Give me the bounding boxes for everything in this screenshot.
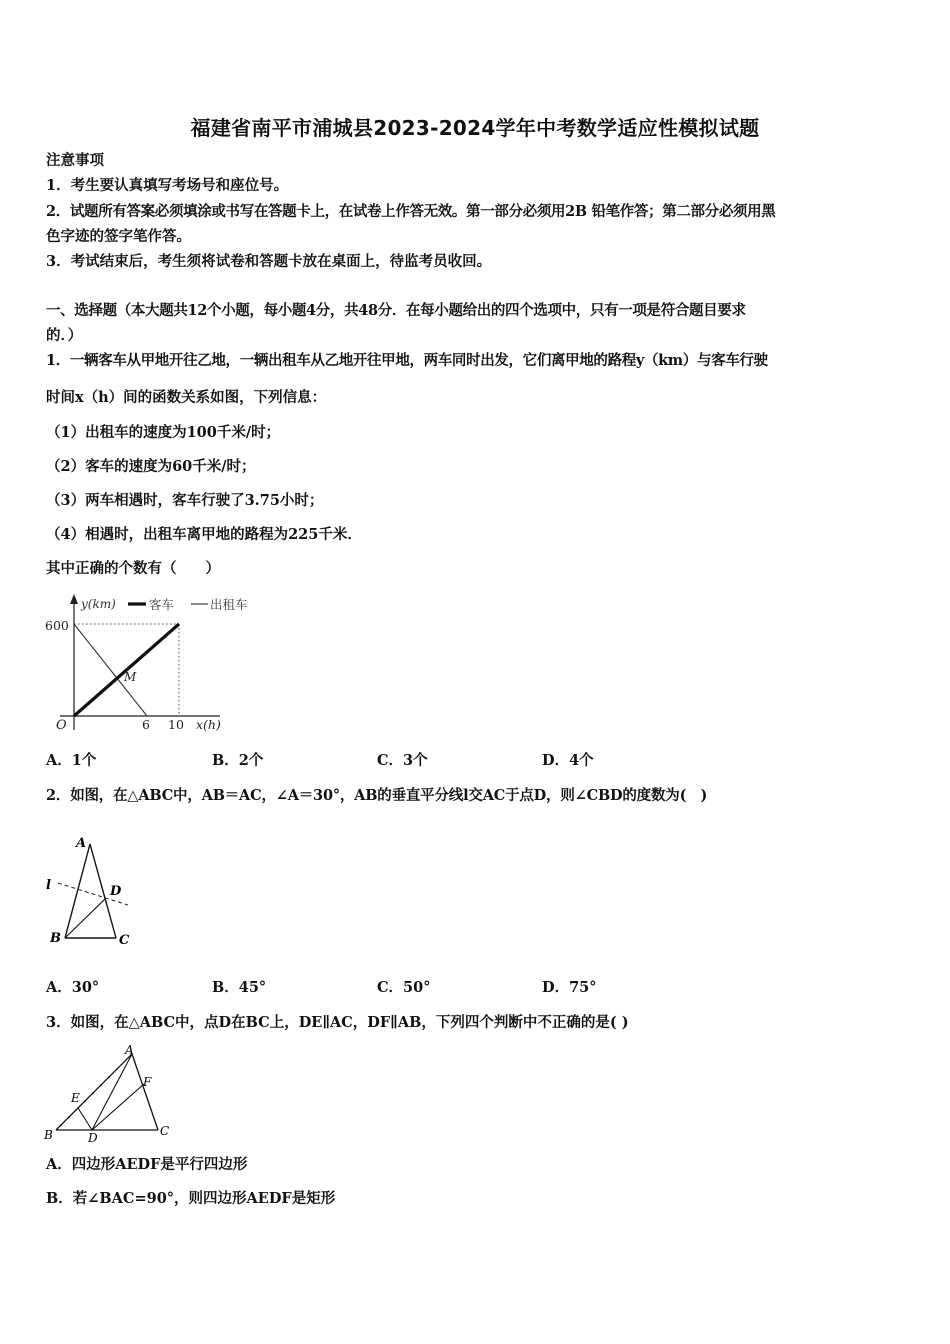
- segment-de: [78, 1108, 92, 1130]
- label-a: A: [76, 836, 87, 851]
- q3-option-b[interactable]: B．若∠BAC=90°，则四边形AEDF是矩形: [46, 1190, 336, 1207]
- origin-label: O: [56, 718, 67, 733]
- q2-stem: 2．如图，在△ABC中，AB＝AC，∠A＝30°，AB的垂直平分线l交AC于点D，则∠CBD的度数为( ): [46, 787, 708, 804]
- side-ab: [56, 1054, 132, 1130]
- q2-option-b[interactable]: B．45°: [212, 979, 267, 996]
- q3-figure: [40, 1042, 180, 1148]
- y-axis-label: y(km): [81, 597, 116, 611]
- label-d: D: [88, 1131, 98, 1145]
- notice-heading: 注意事项: [46, 152, 104, 169]
- x-tick-6: 6: [142, 717, 150, 732]
- label-e: E: [71, 1091, 80, 1105]
- q1-info-1: （1）出租车的速度为100千米/时；: [46, 424, 281, 441]
- q1-option-c[interactable]: C．3个: [377, 752, 428, 769]
- q1-info-2: （2）客车的速度为60千米/时；: [46, 458, 256, 475]
- label-b: B: [50, 931, 61, 946]
- label-d: D: [110, 884, 122, 899]
- side-ab: [65, 844, 90, 938]
- label-c: C: [160, 1124, 170, 1138]
- point-m-label: M: [124, 670, 137, 684]
- q2-option-a[interactable]: A．30°: [46, 979, 100, 996]
- q3-stem: 3．如图，在△ABC中，点D在BC上，DE∥AC，DF∥AB，下列四个判断中不正确的是( ): [46, 1014, 629, 1031]
- segment-df: [92, 1084, 144, 1130]
- label-a: A: [125, 1043, 134, 1057]
- label-l: l: [46, 878, 51, 893]
- y-axis-arrow: [70, 594, 78, 604]
- x-axis-label: x(h): [196, 717, 221, 732]
- section-heading-cont: 的．）: [46, 327, 83, 344]
- notice-item-2: 2．试题所有答案必须填涂或书写在答题卡上，在试卷上作答无效。第一部分必须用2B 铅笔作答；第二部分必须用黑: [46, 203, 776, 220]
- segment-bd: [65, 898, 106, 938]
- q1-info-4: （4）相遇时，出租车离甲地的路程为225千米．: [46, 526, 362, 543]
- notice-item-1: 1．考生要认真填写考场号和座位号。: [46, 177, 289, 194]
- y-tick-600: 600: [45, 618, 69, 633]
- q1-stem-line1: 1．一辆客车从甲地开往乙地，一辆出租车从乙地开往甲地，两车同时出发，它们离甲地的路程y（km）与客车行驶: [46, 352, 768, 369]
- page-title: 福建省南平市浦城县2023-2024学年中考数学适应性模拟试题: [190, 116, 760, 140]
- q1-option-b[interactable]: B．2个: [212, 752, 264, 769]
- q2-option-c[interactable]: C．50°: [377, 979, 431, 996]
- notice-item-2-cont: 色字迹的签字笔作答。: [46, 228, 191, 245]
- side-ac: [132, 1054, 158, 1130]
- label-c: C: [119, 933, 130, 948]
- legend-bus-label: 客车: [149, 597, 175, 612]
- label-f: F: [143, 1075, 152, 1089]
- legend-taxi-label: 出租车: [210, 597, 248, 612]
- label-b: B: [44, 1128, 53, 1142]
- notice-item-3: 3．考试结束后，考生须将试卷和答题卡放在桌面上，待监考员收回。: [46, 253, 492, 270]
- segment-ad: [92, 1054, 132, 1130]
- section-heading: 一、选择题（本大题共12个小题，每小题4分，共48分．在每小题给出的四个选项中，只有一项是符合题目要求: [46, 302, 746, 319]
- q3-option-a[interactable]: A．四边形AEDF是平行四边形: [46, 1156, 248, 1173]
- q2-figure: [42, 832, 142, 950]
- q1-option-a[interactable]: A．1个: [46, 752, 97, 769]
- x-tick-10: 10: [168, 717, 184, 732]
- q2-option-d[interactable]: D．75°: [542, 979, 597, 996]
- q1-info-3: （3）两车相遇时，客车行驶了3.75小时；: [46, 492, 324, 509]
- q1-graph: [40, 588, 280, 736]
- q1-question: 其中正确的个数有（ ）: [46, 560, 220, 577]
- q1-option-d[interactable]: D．4个: [542, 752, 594, 769]
- q1-stem-line2: 时间x（h）间的函数关系如图，下列信息：: [46, 389, 327, 406]
